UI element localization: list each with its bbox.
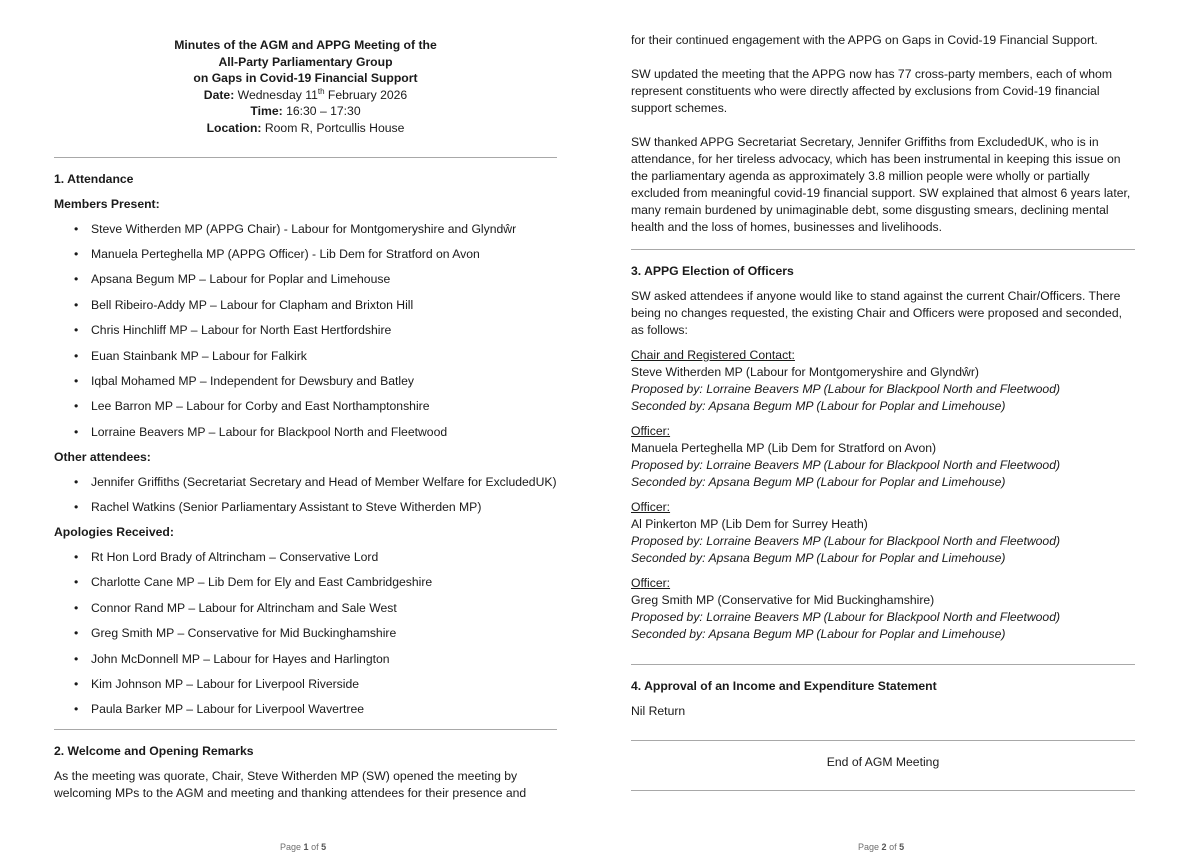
attendance-heading: 1. Attendance [54,171,134,186]
location-value: Room R, Portcullis House [264,120,405,135]
apology-list-item: • Paula Barker MP – Labour for Liverpool Wavertree [54,701,557,718]
page-1-footer [280,839,326,856]
member-list-item: • Apsana Begum MP – Labour for Poplar and Limehouse [54,271,557,288]
other-attendees-heading: Other attendees: [54,449,151,464]
members-present-heading: Members Present: [54,196,160,211]
proposed-by: Proposed by: Lorraine Beavers MP (Labour for Blackpool North and Fleetwood) [631,458,1061,472]
apology-list-item: • Kim Johnson MP – Labour for Liverpool Riverside [54,676,557,693]
date-suffix: th [317,86,325,96]
divider [631,790,1135,791]
footer-page-total: 5 [321,842,327,852]
election-intro: SW asked attendees if anyone would like to stand against the current Chair/Officers. There being no changes requested, the existing Chair and Officers were proposed and seconded, as follows: [631,289,1122,337]
meeting-location [54,120,557,137]
welcome-text: As the meeting was quorate, Chair, Steve Witherden MP (SW) opened the meeting by welcoming MPs to the AGM and meeting and thanking attendees for their presence and [54,769,527,801]
role-title: Officer: [631,500,671,514]
role-title: Chair and Registered Contact: [631,348,795,362]
role-holder-name: Manuela Perteghella MP (Lib Dem for Stratford on Avon) [631,441,937,455]
footer-page-number: 1 [303,842,309,852]
page-1 [54,0,557,802]
other-attendees-list [54,474,557,516]
member-list-item: • Bell Ribeiro-Addy MP – Labour for Clapham and Brixton Hill [54,297,557,314]
role-title: Officer: [631,424,671,438]
seconded-by: Seconded by: Apsana Begum MP (Labour for Poplar and Limehouse) [631,399,1006,413]
continued-text: for their continued engagement with the APPG on Gaps in Covid-19 Financial Support. [631,33,1098,47]
divider [631,740,1135,741]
seconded-by: Seconded by: Apsana Begum MP (Labour for Poplar and Limehouse) [631,627,1006,641]
meeting-time [54,103,557,120]
apology-list-item: • Greg Smith MP – Conservative for Mid Buckinghamshire [54,625,557,642]
welcome-heading: 2. Welcome and Opening Remarks [54,744,254,759]
members-update-paragraph: SW updated the meeting that the APPG now has 77 cross-party members, each of whom represent constituents who were directly affected by exclusions from Covid-19 financial support schemes. [631,67,1112,115]
proposed-by: Proposed by: Lorraine Beavers MP (Labour for Blackpool North and Fleetwood) [631,382,1061,396]
apologies-list [54,549,557,718]
approval-heading: 4. Approval of an Income and Expenditure Statement [631,679,937,693]
officer-roles [631,347,1135,643]
title-line-2: All-Party Parliamentary Group [218,54,393,69]
attendee-list-item: • Rachel Watkins (Senior Parliamentary Assistant to Steve Witherden MP) [54,499,557,516]
apology-list-item: • Rt Hon Lord Brady of Altrincham – Conservative Lord [54,549,557,566]
meeting-date [54,87,557,104]
time-value: 16:30 – 17:30 [286,104,361,119]
divider [54,729,557,730]
end-of-meeting-text: End of AGM Meeting [826,755,940,769]
seconded-by: Seconded by: Apsana Begum MP (Labour for Poplar and Limehouse) [631,475,1006,489]
page-2-footer [858,839,904,856]
role-title: Officer: [631,576,671,590]
footer-page-number: 2 [881,842,887,852]
title-line-3: on Gaps in Covid-19 Financial Support [193,71,418,86]
divider [631,664,1135,665]
date-value-pre: Wednesday 11 [237,87,318,102]
footer-of: of [311,842,319,852]
footer-of: of [889,842,897,852]
officer-role-block [631,347,1135,415]
attendee-list-item: • Jennifer Griffiths (Secretariat Secretary and Head of Member Welfare for ExcludedUK) [54,474,557,491]
approval-text: Nil Return [631,704,686,718]
date-label: Date: [203,87,235,102]
role-holder-name: Greg Smith MP (Conservative for Mid Buckinghamshire) [631,593,935,607]
thanks-paragraph: SW thanked APPG Secretariat Secretary, Jennifer Griffiths from ExcludedUK, who is in attendance, for her tireless advocacy, which has been instrumental in keeping this issue on the parliamentary agenda as approximately 3.8 million people were wholly or partially excluded from meaningful covid-19 financial support. SW explained that almost 6 years later, many remain burdened by unimaginable debt, some disgusting smears, declining mental health and the loss of homes, businesses and livelihoods. [631,135,1131,234]
officer-role-block [631,499,1135,567]
member-list-item: • Lorraine Beavers MP – Labour for Blackpool North and Fleetwood [54,424,557,441]
proposed-by: Proposed by: Lorraine Beavers MP (Labour for Blackpool North and Fleetwood) [631,610,1061,624]
officer-role-block [631,575,1135,643]
page-2 [631,0,1135,791]
seconded-by: Seconded by: Apsana Begum MP (Labour for Poplar and Limehouse) [631,551,1006,565]
footer-page-total: 5 [899,842,905,852]
role-holder-name: Al Pinkerton MP (Lib Dem for Surrey Heath) [631,517,868,531]
election-heading: 3. APPG Election of Officers [631,264,794,278]
role-holder-name: Steve Witherden MP (Labour for Montgomeryshire and Glyndŵr) [631,365,979,379]
apology-list-item: • Charlotte Cane MP – Lib Dem for Ely and East Cambridgeshire [54,574,557,591]
date-value-post: February 2026 [327,87,408,102]
title-line-1: Minutes of the AGM and APPG Meeting of the [174,38,437,52]
time-label: Time: [250,104,283,119]
member-list-item: • Euan Stainbank MP – Labour for Falkirk [54,348,557,365]
member-list-item: • Manuela Perteghella MP (APPG Officer) - Lib Dem for Stratford on Avon [54,246,557,263]
apology-list-item: • John McDonnell MP – Labour for Hayes and Harlington [54,651,557,668]
member-list-item: • Chris Hinchliff MP – Labour for North East Hertfordshire [54,322,557,339]
member-list-item: • Lee Barron MP – Labour for Corby and East Northamptonshire [54,398,557,415]
document-title-block [54,37,557,137]
proposed-by: Proposed by: Lorraine Beavers MP (Labour for Blackpool North and Fleetwood) [631,534,1061,548]
officer-role-block [631,423,1135,491]
apology-list-item: • Connor Rand MP – Labour for Altrincham and Sale West [54,600,557,617]
footer-prefix: Page [858,842,880,852]
member-list-item: • Iqbal Mohamed MP – Independent for Dewsbury and Batley [54,373,557,390]
member-list-item: • Steve Witherden MP (APPG Chair) - Labour for Montgomeryshire and Glyndŵr [54,221,557,238]
footer-prefix: Page [280,842,302,852]
divider [631,249,1135,250]
members-present-list [54,221,557,441]
divider [54,157,557,158]
location-label: Location: [206,120,262,135]
apologies-heading: Apologies Received: [54,525,174,540]
